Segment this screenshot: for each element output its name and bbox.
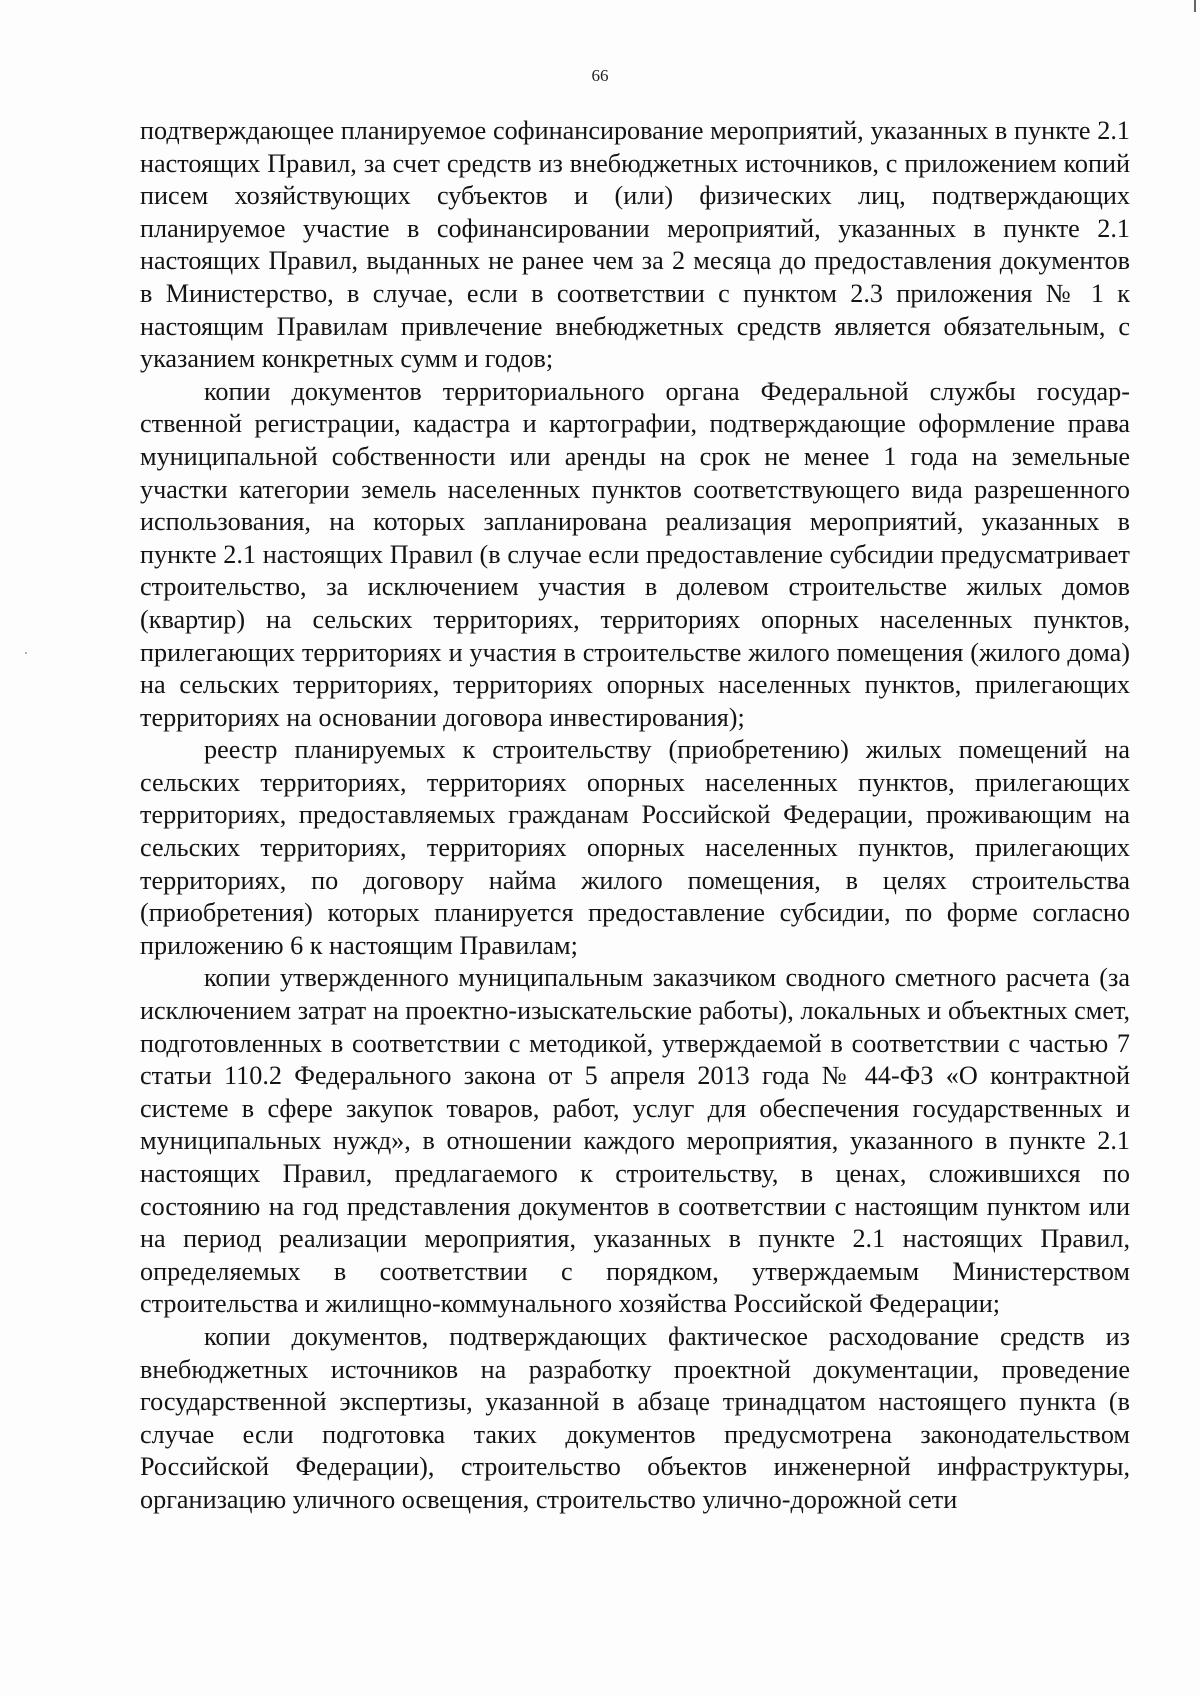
paragraph-estimate-copies: копии утвержденного муниципальным заказчиком сводного сметного расчета (за исключением затрат на проектно-изыскательские работы), локальных и объектных смет, подготовленных в соответствии с методикой, утверждаемой в соответствии с частью 7 статьи 110.2 Федерального закона от 5 апреля 2013 года № 44-ФЗ «О контрактной системе в сфере закупок товаров, работ, услуг для обеспечения государственных и муниципальных нужд», в отношении каждого мероприятия, указанного в пункте 2.1 настоящих Правил, предлагаемого к строительству, в ценах, сложившихся по состоянию на год представления документов в соответствии с настоящим пунктом или на период реализации мероприятия, указанных в пункте 2.1 настоящих Правил, определяемых в соответствии с порядком, утверждаемым Министерством строительства и жилищно-коммунального хозяйства Российской Федерации; bbox=[140, 963, 1130, 1319]
paragraph-housing-registry: реестр планируемых к строительству (приобретению) жилых помещений на сельских территориях, территориях опорных населенных пунктов, прилегающих территориях, предоставляемых гражданам Российской Федерации, проживающим на сельских территориях, территориях опорных населенных пунктов, прилегающих территориях, по договору найма жилого помещения, в целях строительства (приобретения) которых планируется предоставление субсидии, по форме согласно приложению 6 к настоящим Правилам; bbox=[140, 735, 1130, 960]
paragraph-continuation: подтверждающее планируемое софинансирование мероприятий, указанных в пункте 2.1 настоящих Правил, за счет средств из внебюджетных источников, с приложением копий писем хозяйствующих субъектов и (или) физических лиц, подтверждающих планируемое участие в софинансировании мероприятий, указанных в пункте 2.1 настоящих Правил, выданных не ранее чем за 2 месяца до предоставления документов в Министерство, в случае, если в соответствии с пунктом 2.3 приложения № 1 к настоящим Правилам привлечение внебюджетных средств является обязательным, с указанием конкретных сумм и годов; bbox=[140, 116, 1130, 374]
scan-edge-mark bbox=[1194, 0, 1196, 12]
scan-speck bbox=[25, 652, 27, 654]
document-body bbox=[140, 115, 1130, 1517]
page-number: 66 bbox=[591, 66, 609, 85]
paragraph-cadastre-documents: копии документов территориального органа Федеральной службы государственной регистрации, кадастра и картографии, подтверждающие оформление права муниципальной собственности или аренды на срок не менее 1 года на земельные участки категории земель населенных пунктов соответствующего вида разрешенного использования, на которых запланирована реализация мероприятий, указанных в пункте 2.1 настоящих Правил (в случае если предоставление субсидии предусматривает строительство, за исключением участия в долевом строительстве жилых домов (квартир) на сельских территориях, территориях опорных населенных пунктов, прилегающих территориях и участия в строительстве жилого помещения (жилого дома) на сельских территориях, территориях опорных населенных пунктов, прилегающих территориях на основании договора инвестирования); bbox=[140, 376, 1130, 732]
paragraph-expenditure-documents: копии документов, подтверждающих фактическое расходование средств из внебюджетных источников на разработку проектной документации, проведение государственной экспертизы, указанной в абзаце тринадцатом настоящего пункта (в случае если подготовка таких документов предусмотрена законодательством Российской Федерации), строительство объектов инженерной инфраструктуры, организацию уличного освещения, строительство улично-дорожной сети bbox=[140, 1321, 1130, 1514]
